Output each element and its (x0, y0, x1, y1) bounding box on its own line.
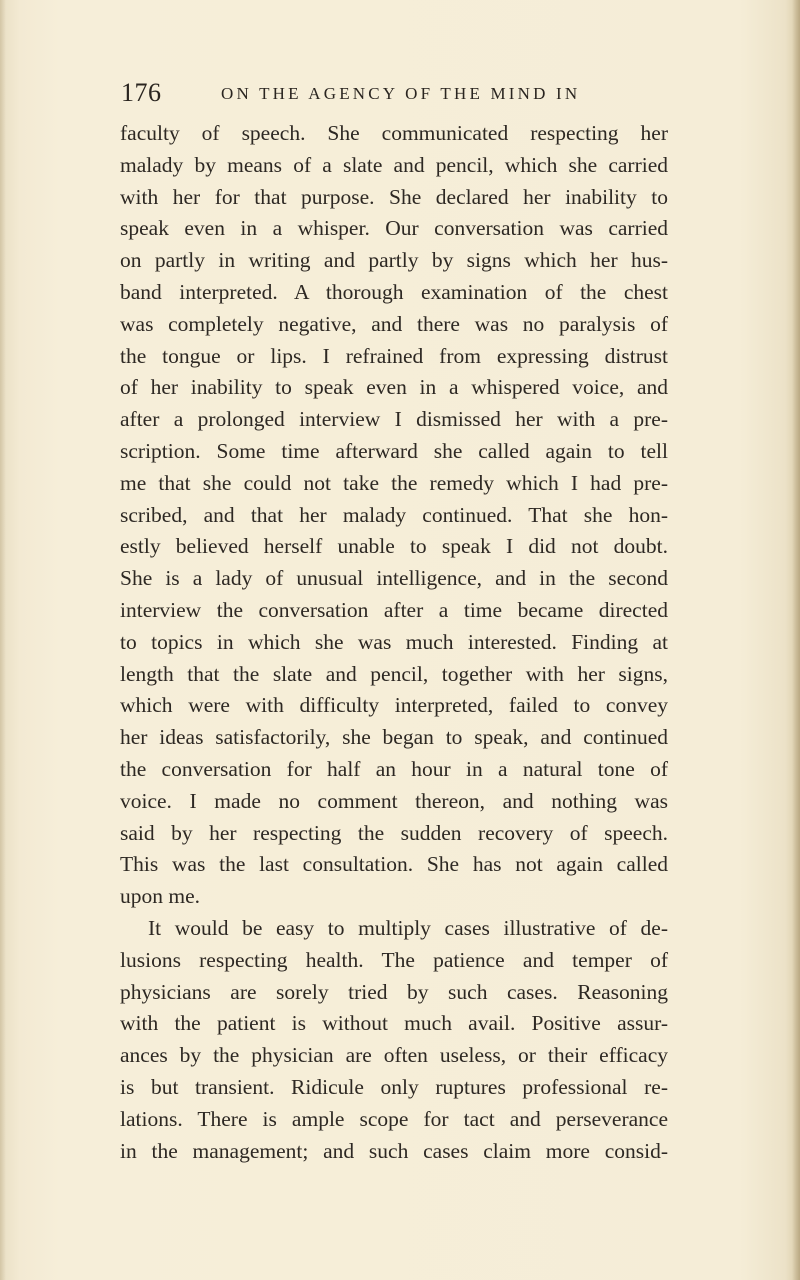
page-number: 176 (121, 78, 162, 107)
text-line: on partly in writing and partly by signs which her hus- (120, 248, 668, 273)
text-line: This was the last consultation. She has not again called (120, 852, 668, 877)
text-line: with the patient is without much avail. Positive assur- (120, 1011, 668, 1036)
text-line: was completely negative, and there was no paralysis of (120, 311, 668, 336)
text-line: She is a lady of unusual intelligence, and in the second (120, 566, 668, 591)
running-head (121, 78, 681, 114)
text-line: length that the slate and pencil, together with her signs, (120, 661, 668, 686)
text-line: after a prolonged interview I dismissed her with a pre- (120, 407, 668, 432)
text-line: interview the conversation after a time became directed (120, 597, 668, 622)
text-line: physicians are sorely tried by such cases. Reasoning (120, 979, 668, 1004)
text-line: which were with difficulty interpreted, failed to convey (120, 693, 668, 718)
text-line: estly believed herself unable to speak I did not doubt. (120, 534, 668, 559)
text-line: with her for that purpose. She declared her inability to (120, 184, 668, 209)
text-line: scribed, and that her malady continued. That she hon- (120, 502, 668, 527)
text-line: upon me. (120, 884, 201, 909)
text-line: band interpreted. A thorough examination of the chest (120, 279, 668, 304)
paragraph-start-line: It would be easy to multiply cases illustrative of de- (148, 915, 668, 940)
body-text (120, 118, 668, 1167)
text-line: speak even in a whisper. Our conversation was carried (120, 216, 668, 241)
running-title: ON THE AGENCY OF THE MIND IN (221, 84, 581, 103)
text-line: lusions respecting health. The patience and temper of (120, 947, 668, 972)
text-line: lations. There is ample scope for tact and perseverance (120, 1106, 668, 1131)
text-line: is but transient. Ridicule only ruptures professional re- (120, 1074, 668, 1099)
text-line: to topics in which she was much interested. Finding at (120, 629, 668, 654)
text-line: voice. I made no comment thereon, and nothing was (120, 788, 668, 813)
text-line: ances by the physician are often useless, or their efficacy (120, 1043, 668, 1068)
text-line: me that she could not take the remedy which I had pre- (120, 470, 668, 495)
text-line: scription. Some time afterward she called again to tell (120, 438, 668, 463)
text-line: malady by means of a slate and pencil, which she carried (120, 152, 668, 177)
text-line: in the management; and such cases claim more consid- (120, 1138, 668, 1163)
text-line: faculty of speech. She communicated respecting her (120, 121, 668, 145)
text-line: said by her respecting the sudden recovery of speech. (120, 820, 668, 845)
page-gutter-shadow (0, 0, 6, 1280)
page-edge-shadow (792, 0, 800, 1280)
text-line: her ideas satisfactorily, she began to speak, and continued (120, 725, 668, 750)
text-line: the tongue or lips. I refrained from expressing distrust (120, 343, 668, 368)
text-line: the conversation for half an hour in a natural tone of (120, 756, 668, 781)
text-line: of her inability to speak even in a whispered voice, and (120, 375, 668, 400)
